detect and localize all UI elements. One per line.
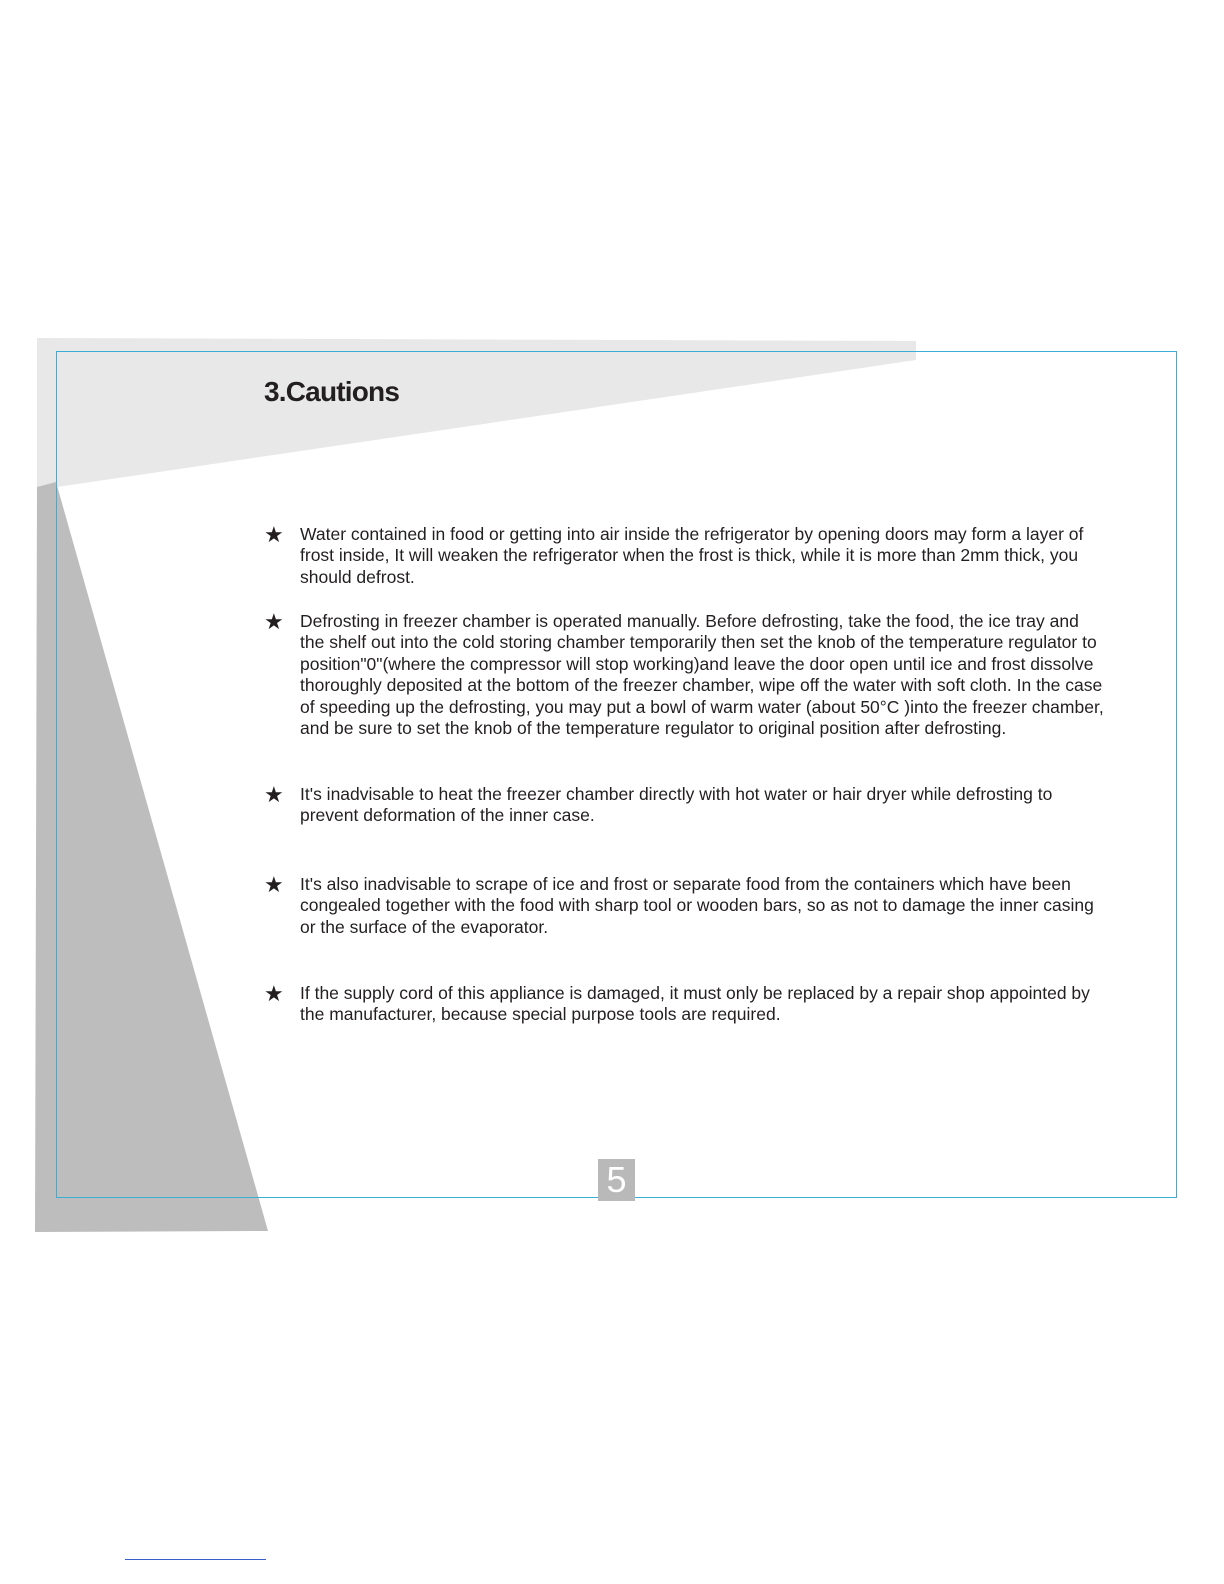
caution-item xyxy=(264,874,1104,938)
page-frame xyxy=(56,351,1177,1198)
caution-text: If the supply cord of this appliance is damaged, it must only be replaced by a repair shop appointed by the manufacturer, because special purpose tools are required. xyxy=(300,983,1090,1025)
star-icon: ★ xyxy=(264,981,284,1006)
page-number-badge: 5 xyxy=(598,1159,635,1201)
caution-item xyxy=(264,611,1104,739)
page-title: 3.Cautions xyxy=(264,376,400,407)
caution-item xyxy=(264,784,1104,827)
star-icon: ★ xyxy=(264,522,284,547)
star-icon: ★ xyxy=(264,609,284,634)
caution-item xyxy=(264,983,1104,1026)
caution-text: It's inadvisable to heat the freezer chamber directly with hot water or hair dryer while defrosting to prevent deformation of the inner case. xyxy=(300,784,1053,826)
caution-text: It's also inadvisable to scrape of ice and frost or separate food from the containers which have been congealed together with the food with sharp tool or wooden bars, so as not to damage the inner casing or the surface of the evaporator. xyxy=(300,874,1094,937)
star-icon: ★ xyxy=(264,782,284,807)
caution-text: Defrosting in freezer chamber is operated manually. Before defrosting, take the food, the ice tray and the shelf out into the cold storing chamber temporarily then set the knob of the temperature regulator to position"0"(where the compressor will stop working)and leave the door open until ice and frost dissolve thoroughly deposited at the bottom of the freezer chamber, wipe off the water with soft cloth. In the case of speeding up the defrosting, you may put a bowl of warm water (about 50°C )into the freezer chamber, and be sure to set the knob of the temperature regulator to original position after defrosting. xyxy=(300,611,1104,739)
star-icon: ★ xyxy=(264,872,284,897)
caution-text: Water contained in food or getting into air inside the refrigerator by opening doors may form a layer of frost inside, It will weaken the refrigerator when the frost is thick, while it is more than 2mm thick, you should defrost. xyxy=(300,524,1084,587)
footer-divider xyxy=(125,1559,266,1560)
caution-item xyxy=(264,524,1104,588)
